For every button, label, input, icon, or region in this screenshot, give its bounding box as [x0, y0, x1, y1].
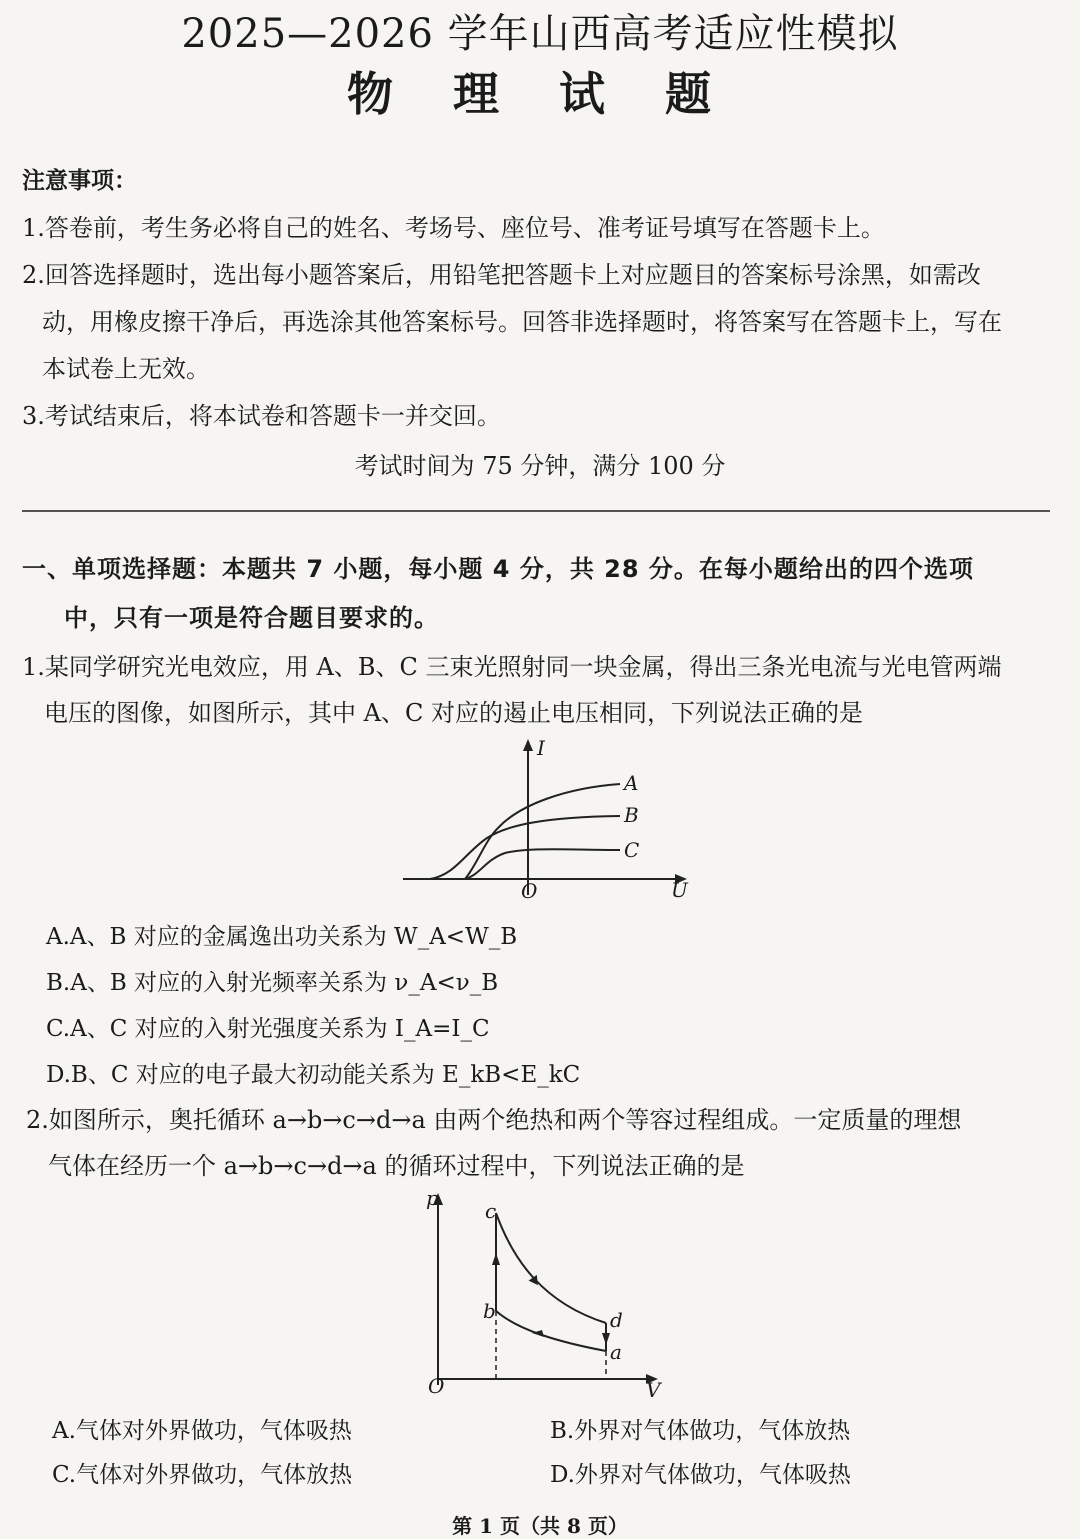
exam-title: 2025—2026 学年山西高考适应性模拟	[181, 11, 899, 57]
q2-point-d: d	[610, 1308, 623, 1332]
section1-heading: 一、单项选择题：本题共 7 小题，每小题 4 分，共 28 分。在每小题给出的四个选项	[22, 555, 974, 583]
q2-option-a: A.气体对外界做功，气体吸热	[52, 1418, 352, 1444]
exam-info: 考试时间为 75 分钟，满分 100 分	[354, 452, 726, 480]
q2-point-a: a	[610, 1340, 622, 1364]
notes-heading: 注意事项：	[22, 168, 137, 194]
q1-option-b: B.A、B 对应的入射光频率关系为 ν_A<ν_B	[46, 970, 499, 996]
q2-option-d: D.外界对气体做功，气体吸热	[550, 1462, 851, 1488]
q1-curve-a-label: A	[624, 771, 639, 795]
q1-u-label: U	[671, 878, 688, 902]
q1-curve-b-label: B	[624, 803, 639, 827]
q2-p-label: p	[426, 1186, 439, 1210]
page-footer: 第 1 页（共 8 页）	[452, 1514, 628, 1538]
q1-curve-b	[430, 816, 620, 879]
note-item-3: 3.考试结束后，将本试卷和答题卡一并交回。	[22, 402, 501, 430]
q2-option-c: C.气体对外界做功，气体放热	[52, 1462, 353, 1488]
note-item-2-cont2: 本试卷上无效。	[42, 355, 210, 383]
q1-curve-c-label: C	[624, 838, 640, 862]
q1-option-c: C.A、C 对应的入射光强度关系为 I_A=I_C	[46, 1016, 490, 1042]
q2-point-c: c	[485, 1199, 497, 1223]
section1-heading-cont: 中，只有一项是符合题目要求的。	[64, 604, 439, 632]
q1-option-a: A.A、B 对应的金属逸出功关系为 W_A<W_B	[46, 924, 518, 950]
q1-curve-a	[465, 784, 620, 879]
subject-title: 物 理 试 题	[346, 67, 734, 121]
q2-stem-cont: 气体在经历一个 a→b→c→d→a 的循环过程中，下列说法正确的是	[48, 1152, 745, 1180]
q2-origin-label: O	[428, 1374, 445, 1398]
q2-process-cd	[496, 1213, 606, 1323]
q2-stem: 2.如图所示，奥托循环 a→b→c→d→a 由两个绝热和两个等容过程组成。一定质量的理想	[26, 1106, 962, 1134]
divider	[22, 510, 1050, 512]
q2-v-label: V	[646, 1378, 661, 1400]
q1-i-label: I	[537, 736, 545, 760]
q1-stem-cont: 电压的图像，如图所示，其中 A、C 对应的遏止电压相同，下列说法正确的是	[44, 699, 863, 727]
q1-origin-label: O	[521, 879, 538, 903]
q1-option-d: D.B、C 对应的电子最大初动能关系为 E_kB<E_kC	[46, 1062, 581, 1088]
q2-option-b: B.外界对气体做功，气体放热	[550, 1418, 851, 1444]
q1-curve-c	[465, 849, 620, 879]
q1-photoelectric-graph	[395, 735, 700, 905]
q2-otto-cycle-graph	[418, 1185, 668, 1400]
note-item-2-cont: 动，用橡皮擦干净后，再选涂其他答案标号。回答非选择题时，将答案写在答题卡上，写在	[42, 308, 1002, 336]
note-item-2: 2.回答选择题时，选出每小题答案后，用铅笔把答题卡上对应题目的答案标号涂黑，如需改	[22, 261, 981, 289]
q1-stem: 1.某同学研究光电效应，用 A、B、C 三束光照射同一块金属，得出三条光电流与光电管两端	[22, 653, 1002, 681]
note-item-1: 1.答卷前，考生务必将自己的姓名、考场号、座位号、准考证号填写在答题卡上。	[22, 214, 885, 242]
q2-point-b: b	[483, 1299, 496, 1323]
